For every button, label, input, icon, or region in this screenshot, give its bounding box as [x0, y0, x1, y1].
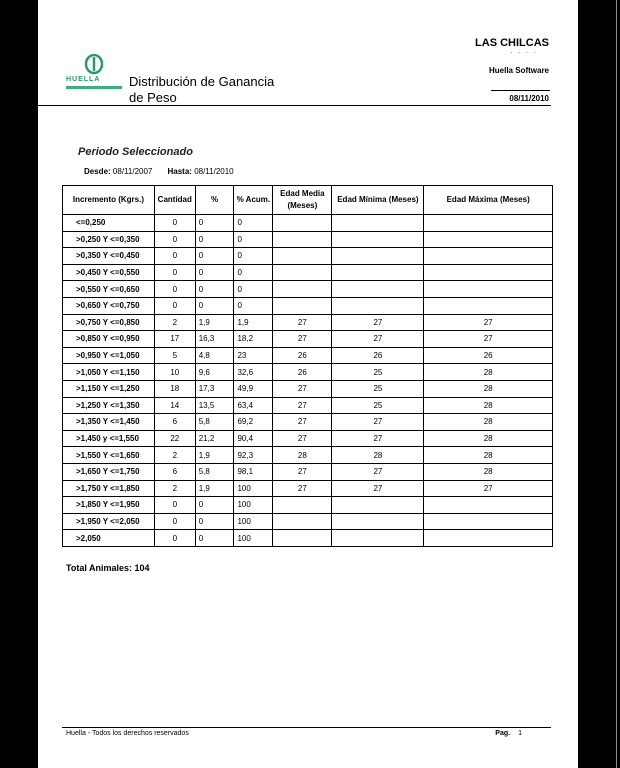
date-divider — [491, 90, 550, 91]
cell-percent: 13,5 — [195, 397, 234, 414]
cell-quantity: 2 — [154, 480, 195, 497]
cell-min-age — [332, 513, 424, 530]
page-number: 1 — [518, 730, 522, 737]
cell-min-age: 27 — [332, 430, 424, 447]
cell-cumulative: 98,1 — [234, 463, 273, 480]
cell-max-age — [424, 530, 553, 547]
table-row — [63, 480, 553, 497]
table-row — [63, 264, 553, 281]
cell-avg-age — [273, 530, 332, 547]
cell-max-age — [424, 231, 553, 248]
cell-avg-age: 27 — [273, 480, 332, 497]
cell-min-age: 25 — [332, 364, 424, 381]
cell-avg-age — [273, 248, 332, 265]
cell-increment: >0,850 Y <=0,950 — [63, 331, 155, 348]
cell-min-age — [332, 297, 424, 314]
cell-increment: >0,650 Y <=0,750 — [63, 297, 155, 314]
total-value: 104 — [134, 563, 150, 573]
cell-avg-age — [273, 281, 332, 298]
table-header-row — [63, 186, 553, 215]
cell-avg-age: 27 — [273, 463, 332, 480]
cell-increment: >1,450 y <=1,550 — [63, 430, 155, 447]
distribution-table — [62, 185, 553, 547]
cell-cumulative: 1,9 — [234, 314, 273, 331]
cell-avg-age — [273, 215, 332, 232]
cell-increment: >0,250 Y <=0,350 — [63, 231, 155, 248]
table-row — [63, 231, 553, 248]
table-row — [63, 380, 553, 397]
cell-max-age — [424, 513, 553, 530]
cell-max-age: 27 — [424, 314, 553, 331]
cell-increment: >1,350 Y <=1,450 — [63, 414, 155, 431]
col-header-min-age: Edad Mínima (Meses) — [332, 186, 424, 215]
cell-percent: 0 — [195, 215, 234, 232]
cell-max-age: 26 — [424, 347, 553, 364]
cell-avg-age: 27 — [273, 314, 332, 331]
cell-max-age: 28 — [424, 364, 553, 381]
cell-percent: 5,8 — [195, 463, 234, 480]
cell-percent: 0 — [195, 281, 234, 298]
cell-quantity: 0 — [154, 231, 195, 248]
table-row — [63, 397, 553, 414]
title-line1: Distribución de Ganancia — [129, 74, 275, 89]
cell-percent: 1,9 — [195, 447, 234, 464]
table-row — [63, 463, 553, 480]
cell-avg-age — [273, 264, 332, 281]
cell-increment: >0,750 Y <=0,850 — [63, 314, 155, 331]
cell-max-age — [424, 281, 553, 298]
cell-increment: >0,550 Y <=0,650 — [63, 281, 155, 298]
cell-increment: >1,650 Y <=1,750 — [63, 463, 155, 480]
cell-max-age: 28 — [424, 414, 553, 431]
cell-percent: 1,9 — [195, 314, 234, 331]
cell-min-age: 27 — [332, 414, 424, 431]
cell-percent: 0 — [195, 513, 234, 530]
cell-increment: >1,050 Y <=1,150 — [63, 364, 155, 381]
cell-quantity: 5 — [154, 347, 195, 364]
table-row — [63, 248, 553, 265]
table-row — [63, 331, 553, 348]
cell-max-age: 27 — [424, 480, 553, 497]
total-animals — [66, 563, 150, 573]
cell-avg-age — [273, 497, 332, 514]
cell-min-age — [332, 281, 424, 298]
cell-cumulative: 100 — [234, 513, 273, 530]
cell-avg-age: 26 — [273, 364, 332, 381]
cell-quantity: 6 — [154, 463, 195, 480]
cell-max-age — [424, 264, 553, 281]
cell-avg-age: 28 — [273, 447, 332, 464]
cell-cumulative: 63,4 — [234, 397, 273, 414]
cell-max-age: 28 — [424, 430, 553, 447]
table-row — [63, 530, 553, 547]
cell-percent: 21,2 — [195, 430, 234, 447]
cell-avg-age: 27 — [273, 380, 332, 397]
footer-divider — [62, 727, 551, 728]
col-header-cumulative: % Acum. — [234, 186, 273, 215]
col-header-avg-age: Edad Media (Meses) — [273, 186, 332, 215]
to-value: 08/11/2010 — [194, 167, 234, 176]
table-row — [63, 297, 553, 314]
cell-quantity: 6 — [154, 414, 195, 431]
table-row — [63, 497, 553, 514]
footer-copyright: Huella - Todos los derechos reservados — [66, 730, 189, 737]
cell-increment: >1,750 Y <=1,850 — [63, 480, 155, 497]
table-row — [63, 513, 553, 530]
cell-avg-age — [273, 297, 332, 314]
cell-quantity: 0 — [154, 264, 195, 281]
logo-text: HUELLA — [66, 76, 101, 83]
cell-cumulative: 100 — [234, 480, 273, 497]
cell-avg-age: 27 — [273, 430, 332, 447]
cell-percent: 16,3 — [195, 331, 234, 348]
cell-cumulative: 0 — [234, 264, 273, 281]
period-label: Periodo Seleccionado — [78, 146, 193, 158]
cell-percent: 1,9 — [195, 480, 234, 497]
cell-max-age: 28 — [424, 380, 553, 397]
cell-increment: >1,850 Y <=1,950 — [63, 497, 155, 514]
cell-min-age — [332, 215, 424, 232]
cell-increment: >1,950 Y <=2,050 — [63, 513, 155, 530]
col-header-percent: % — [195, 186, 234, 215]
cell-cumulative: 0 — [234, 297, 273, 314]
cell-max-age — [424, 215, 553, 232]
col-header-quantity: Cantidad — [154, 186, 195, 215]
table-row — [63, 215, 553, 232]
cell-quantity: 0 — [154, 513, 195, 530]
cell-cumulative: 0 — [234, 231, 273, 248]
cell-min-age: 27 — [332, 314, 424, 331]
cell-increment: >2,050 — [63, 530, 155, 547]
table-row — [63, 364, 553, 381]
cell-quantity: 0 — [154, 530, 195, 547]
scrollbar-edge — [616, 0, 617, 768]
cell-avg-age — [273, 513, 332, 530]
table-row — [63, 281, 553, 298]
cell-percent: 9,6 — [195, 364, 234, 381]
cell-quantity: 10 — [154, 364, 195, 381]
cell-cumulative: 49,9 — [234, 380, 273, 397]
software-name: Huella Software — [488, 66, 549, 75]
cell-quantity: 2 — [154, 447, 195, 464]
date-range — [84, 167, 238, 176]
cell-min-age — [332, 248, 424, 265]
report-date: 08/11/2010 — [509, 94, 549, 103]
from-label: Desde: — [84, 167, 111, 176]
table-row — [63, 447, 553, 464]
cell-max-age — [424, 297, 553, 314]
table-row — [63, 314, 553, 331]
cell-max-age: 28 — [424, 397, 553, 414]
cell-max-age: 27 — [424, 331, 553, 348]
col-header-increment: Incremento (Kgrs.) — [63, 186, 155, 215]
cell-quantity: 14 — [154, 397, 195, 414]
cell-quantity: 18 — [154, 380, 195, 397]
logo-bar — [66, 86, 122, 89]
cell-increment: >0,950 Y <=1,050 — [63, 347, 155, 364]
cell-percent: 4,8 — [195, 347, 234, 364]
cell-quantity: 0 — [154, 215, 195, 232]
cell-quantity: 22 — [154, 430, 195, 447]
table-row — [63, 430, 553, 447]
cell-min-age: 27 — [332, 480, 424, 497]
page-label: Pag. — [495, 730, 511, 737]
cell-cumulative: 23 — [234, 347, 273, 364]
cell-min-age — [332, 231, 424, 248]
header-divider — [38, 105, 551, 106]
cell-percent: 0 — [195, 297, 234, 314]
cell-min-age: 28 — [332, 447, 424, 464]
cell-percent: 0 — [195, 530, 234, 547]
cell-min-age: 25 — [332, 380, 424, 397]
report-page — [38, 0, 578, 768]
from-value: 08/11/2007 — [112, 167, 153, 176]
table-row — [63, 414, 553, 431]
cell-percent: 0 — [195, 264, 234, 281]
cell-max-age — [424, 248, 553, 265]
cell-cumulative: 92,3 — [234, 447, 273, 464]
to-label: Hasta: — [167, 167, 192, 176]
table-row — [63, 347, 553, 364]
title-line2: de Peso — [129, 90, 177, 105]
cell-quantity: 0 — [154, 497, 195, 514]
cell-percent: 0 — [195, 497, 234, 514]
cell-cumulative: 0 — [234, 248, 273, 265]
cell-min-age: 27 — [332, 331, 424, 348]
cell-cumulative: 0 — [234, 215, 273, 232]
cell-quantity: 0 — [154, 281, 195, 298]
cell-cumulative: 32,6 — [234, 364, 273, 381]
cell-percent: 0 — [195, 248, 234, 265]
cell-cumulative: 90,4 — [234, 430, 273, 447]
cell-quantity: 2 — [154, 314, 195, 331]
cell-avg-age: 27 — [273, 397, 332, 414]
cell-cumulative: 0 — [234, 281, 273, 298]
cell-avg-age: 26 — [273, 347, 332, 364]
cell-min-age — [332, 497, 424, 514]
table-body — [63, 215, 553, 547]
cell-increment: >0,450 Y <=0,550 — [63, 264, 155, 281]
cell-cumulative: 100 — [234, 497, 273, 514]
cell-increment: >1,550 Y <=1,650 — [63, 447, 155, 464]
cell-min-age: 27 — [332, 463, 424, 480]
cell-percent: 5,8 — [195, 414, 234, 431]
cell-max-age: 28 — [424, 447, 553, 464]
cell-increment: <=0,250 — [63, 215, 155, 232]
cell-cumulative: 18,2 — [234, 331, 273, 348]
cell-min-age: 25 — [332, 397, 424, 414]
cell-avg-age — [273, 231, 332, 248]
cell-increment: >1,150 Y <=1,250 — [63, 380, 155, 397]
report-title — [129, 74, 274, 106]
col-header-max-age: Edad Máxima (Meses) — [424, 186, 553, 215]
page-indicator — [495, 730, 522, 737]
cell-quantity: 0 — [154, 297, 195, 314]
total-label: Total Animales: — [66, 563, 133, 573]
company-subtitle: . . . . — [510, 48, 538, 55]
company-name: LAS CHILCAS — [475, 37, 549, 49]
cell-cumulative: 69,2 — [234, 414, 273, 431]
cell-max-age: 28 — [424, 463, 553, 480]
cell-avg-age: 27 — [273, 331, 332, 348]
cell-cumulative: 100 — [234, 530, 273, 547]
cell-max-age — [424, 497, 553, 514]
cell-percent: 0 — [195, 231, 234, 248]
cell-min-age: 26 — [332, 347, 424, 364]
cell-quantity: 0 — [154, 248, 195, 265]
cell-min-age — [332, 530, 424, 547]
cell-percent: 17,3 — [195, 380, 234, 397]
cell-increment: >0,350 Y <=0,450 — [63, 248, 155, 265]
cell-quantity: 17 — [154, 331, 195, 348]
cell-increment: >1,250 Y <=1,350 — [63, 397, 155, 414]
cell-min-age — [332, 264, 424, 281]
cell-avg-age: 27 — [273, 414, 332, 431]
